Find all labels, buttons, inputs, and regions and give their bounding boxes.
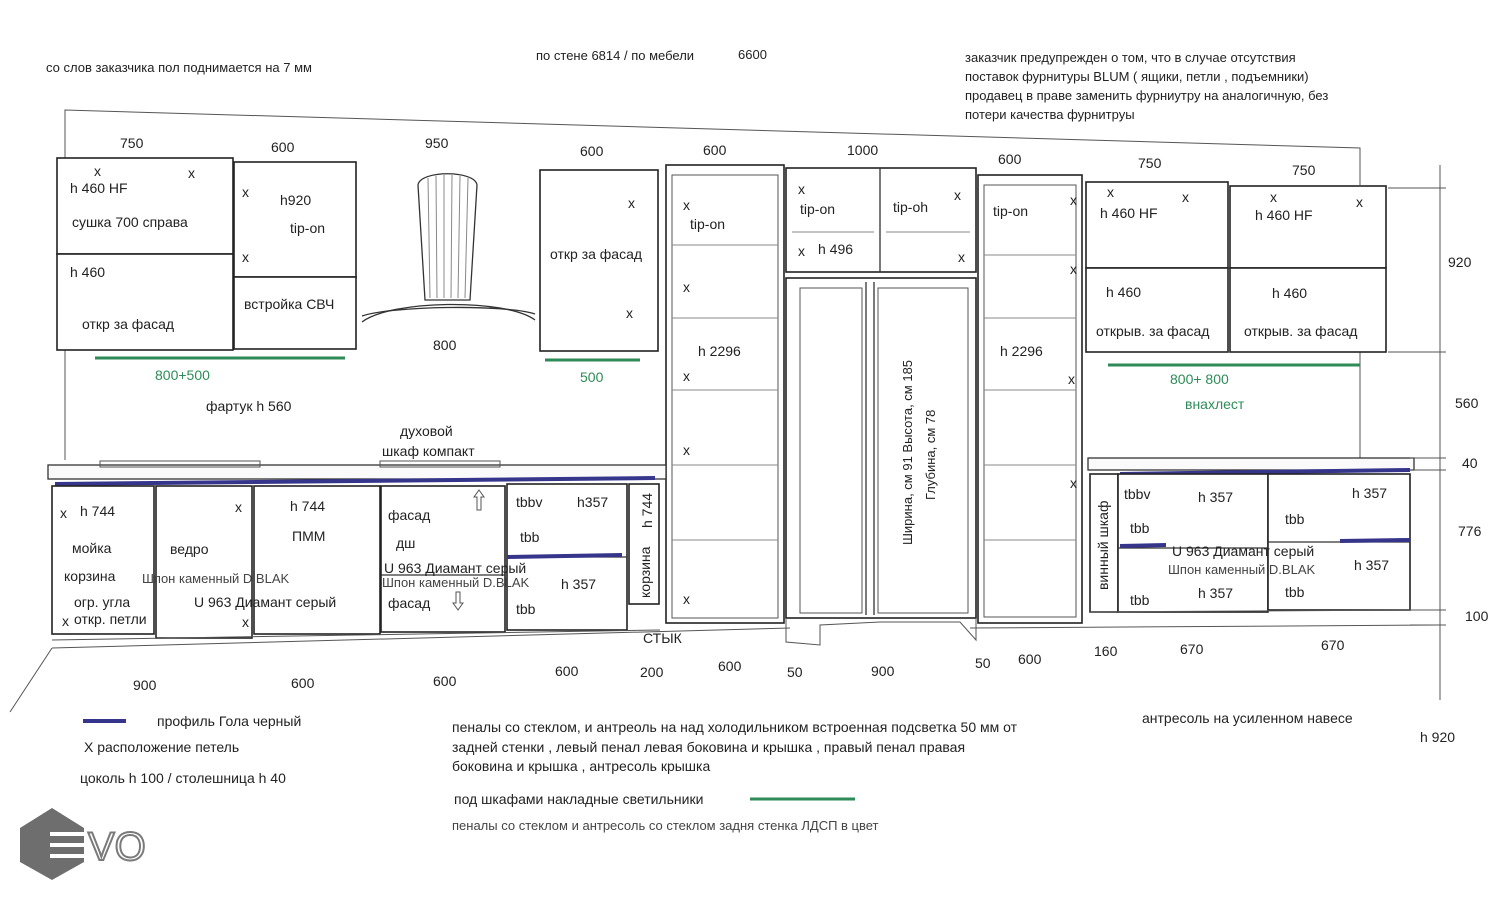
label-b5-tbb: tbb (520, 529, 540, 545)
label-b1-moika: мойка (72, 540, 112, 556)
label-u1b-h460: h 460 (70, 264, 106, 280)
label-led-mid: 500 (580, 369, 604, 385)
note-wall-value: 6600 (738, 47, 767, 62)
label-r-u963: U 963 Диамант серый (1172, 543, 1315, 559)
note-floor: со слов заказчика пол поднимается на 7 мм (46, 60, 312, 75)
label-r2-h460: h 460 HF (1255, 207, 1313, 223)
dim-b900b: 900 (871, 663, 895, 679)
label-r-tbb2: tbb (1285, 511, 1305, 527)
note-glass-2: задней стенки , левый пенал левая боковина и крышка , правый пенал правая (452, 739, 966, 755)
label-b5-tbbv: tbbv (516, 494, 543, 510)
dim-600b: 600 (580, 143, 604, 159)
svg-text:x: x (60, 505, 67, 521)
svg-text:x: x (62, 613, 69, 629)
dim-b200: 200 (640, 664, 664, 680)
label-r-shpon: Шпон каменный D.BLAK (1168, 562, 1316, 577)
dim-1000: 1000 (847, 142, 879, 158)
label-b4-fasad2: фасад (388, 595, 431, 611)
dim-b600c: 600 (555, 663, 579, 679)
dim-750b: 750 (1138, 155, 1162, 171)
label-led-left: 800+500 (155, 367, 210, 383)
label-mid-h496: h 496 (818, 241, 854, 257)
label-b1-h744: h 744 (80, 503, 116, 519)
note-blum-1: заказчик предупрежден о том, что в случае отсутствия (965, 50, 1296, 65)
hood (362, 174, 535, 322)
fridge-zone (786, 168, 976, 645)
svg-text:x: x (628, 195, 635, 211)
label-tall-left-tipon: tip-on (690, 216, 726, 232)
label-b2-shpon: Шпон каменный D.BLAK (142, 571, 290, 586)
label-led-right: 800+ 800 (1170, 371, 1229, 387)
dim-600c: 600 (703, 142, 727, 158)
note-antresol: антресоль на усиленном навесе (1142, 710, 1353, 726)
label-u1-sushka: сушка 700 справа (72, 214, 188, 230)
label-r-tbb: tbb (1130, 520, 1150, 536)
label-fridge-dims: Ширина, см 91 Высота, см 185 (900, 359, 915, 545)
svg-text:x: x (683, 279, 690, 295)
tall-cabinet-left (666, 165, 784, 623)
label-hood-800: 800 (433, 337, 457, 353)
label-tall-right-h2296: h 2296 (1000, 343, 1043, 359)
svg-text:x: x (1070, 192, 1077, 208)
label-led-overlap: внахлест (1185, 396, 1245, 412)
label-wine: винный шкаф (1095, 500, 1111, 590)
label-r-tbb4: tbb (1285, 584, 1305, 600)
dim-b600d: 600 (718, 658, 742, 674)
legend-x-loc: X расположение петель (84, 739, 240, 755)
label-u1-h460: h 460 HF (70, 180, 128, 196)
label-b4-u963: U 963 Диамант серый (384, 560, 527, 576)
svg-text:x: x (683, 197, 690, 213)
svg-text:x: x (958, 249, 965, 265)
label-b4-shpon: Шпон каменный D.BLAK (382, 575, 530, 590)
svg-text:x: x (94, 163, 101, 179)
note-glass-1: пеналы со стеклом, и антреоль на над холодильником встроенная подсветка 50 мм от (452, 719, 1018, 735)
label-b2-u963: U 963 Диамант серый (194, 594, 337, 610)
label-u2-h920: h920 (280, 192, 312, 208)
svg-text:x: x (626, 305, 633, 321)
legend (80, 710, 1353, 833)
dim-600a: 600 (271, 139, 295, 155)
note-blum-2: поставок фурнитуры BLUM ( ящики, петли , подъемники) (965, 69, 1309, 84)
svg-text:x: x (683, 368, 690, 384)
dim-v776: 776 (1458, 523, 1482, 539)
label-u1b-otkr: откр за фасад (82, 316, 175, 332)
label-fartuk: фартук h 560 (206, 398, 292, 414)
note-lights: под шкафами накладные светильники (454, 791, 704, 807)
svg-text:x: x (683, 442, 690, 458)
svg-text:x: x (1270, 189, 1277, 205)
label-b3-h744: h 744 (290, 498, 326, 514)
note-blum-3: продавец в праве заменить фурниутру на аналогичную, без (965, 88, 1329, 103)
label-b2-vedro: ведро (170, 541, 209, 557)
label-b5-h357b: h 357 (561, 576, 597, 592)
dim-b670a: 670 (1180, 641, 1204, 657)
svg-text:x: x (235, 499, 242, 515)
dim-750a: 750 (120, 135, 144, 151)
label-r-h357b: h 357 (1352, 485, 1388, 501)
label-b4-dsh: дш (396, 535, 416, 551)
dim-v40: 40 (1462, 455, 1478, 471)
label-r2b-otkr: открыв. за фасад (1244, 323, 1358, 339)
label-b5-tbb2: tbb (516, 601, 536, 617)
svg-text:x: x (1182, 189, 1189, 205)
label-mid-tipon2: tip-oh (893, 199, 929, 215)
label-b4-fasad: фасад (388, 507, 431, 523)
svg-text:x: x (954, 187, 961, 203)
label-r-tbb3: tbb (1130, 592, 1150, 608)
label-r1b-otkr: открыв. за фасад (1096, 323, 1210, 339)
label-styk: СТЫК (643, 630, 682, 646)
legend-cokol: цоколь h 100 / столешница h 40 (80, 770, 286, 786)
legend-gola: профиль Гола черный (157, 713, 302, 729)
note-wall: по стене 6814 / по мебели (536, 48, 695, 63)
dim-b600e: 600 (1018, 651, 1042, 667)
note-glass-3: боковина и крышка , антресоль крышка (452, 758, 711, 774)
label-oven-2: шкаф компакт (382, 443, 475, 459)
label-u2-tipon: tip-on (290, 220, 326, 236)
label-r-tbbv: tbbv (1124, 486, 1151, 502)
dim-v560: 560 (1455, 395, 1479, 411)
label-r1-h460: h 460 HF (1100, 205, 1158, 221)
svg-text:x: x (242, 614, 249, 630)
svg-text:x: x (1107, 184, 1114, 200)
label-b3-pmm: ПММ (292, 528, 326, 544)
label-b1-korz: корзина (64, 568, 116, 584)
label-b6-h744: h 744 (639, 492, 655, 528)
note-glass-back: пеналы со стеклом и антресоль со стеклом задня стенка ЛДСП в цвет (452, 818, 879, 833)
label-r1b-h460: h 460 (1106, 284, 1142, 300)
svg-text:x: x (798, 243, 805, 259)
label-r2b-h460: h 460 (1272, 285, 1308, 301)
logo-text: VO (88, 825, 146, 869)
dim-v100: 100 (1465, 608, 1489, 624)
dim-750c: 750 (1292, 162, 1316, 178)
dim-b50b: 50 (975, 655, 991, 671)
label-r-h357c: h 357 (1354, 557, 1390, 573)
countertop-right (1088, 458, 1414, 474)
svg-text:x: x (242, 184, 249, 200)
label-r-h357: h 357 (1198, 489, 1234, 505)
tall-cabinet-right (978, 175, 1082, 623)
svg-text:x: x (683, 591, 690, 607)
svg-text:x: x (1070, 475, 1077, 491)
svg-text:x: x (1356, 194, 1363, 210)
label-oven-1: духовой (400, 423, 453, 439)
label-mid-tipon1: tip-on (800, 201, 836, 217)
label-b1-ogr: огр. угла (74, 594, 131, 610)
svg-text:x: x (1068, 371, 1075, 387)
dim-b600b: 600 (433, 673, 457, 689)
label-b6-korz: корзина (637, 546, 653, 598)
dim-950: 950 (425, 135, 449, 151)
label-b1-petli: откр. петли (74, 611, 147, 627)
dim-b900: 900 (133, 677, 157, 693)
svg-text:x: x (242, 249, 249, 265)
svg-text:x: x (798, 181, 805, 197)
vertical-dimension-line (1388, 165, 1446, 700)
dim-v920: 920 (1448, 254, 1472, 270)
dim-b50a: 50 (787, 664, 803, 680)
dim-600d: 600 (998, 151, 1022, 167)
dim-h920: h 920 (1420, 729, 1456, 745)
label-tall-left-h2296: h 2296 (698, 343, 741, 359)
label-tall-right-tipon: tip-on (993, 203, 1029, 219)
label-u2-svch: встройка СВЧ (244, 296, 335, 312)
svg-text:x: x (188, 165, 195, 181)
label-fridge-depth: Глубина, см 78 (923, 409, 938, 500)
dim-b670b: 670 (1321, 637, 1345, 653)
dim-b600a: 600 (291, 675, 315, 691)
note-blum-4: потери качества фурнитруы (965, 107, 1135, 122)
svg-text:x: x (1070, 261, 1077, 277)
evo-logo (20, 808, 146, 880)
label-b5-h357: h357 (577, 494, 609, 510)
dim-b160: 160 (1094, 643, 1118, 659)
label-r-h357d: h 357 (1198, 585, 1234, 601)
label-u3-otkr: откр за фасад (550, 246, 643, 262)
countertop-left (48, 461, 666, 484)
